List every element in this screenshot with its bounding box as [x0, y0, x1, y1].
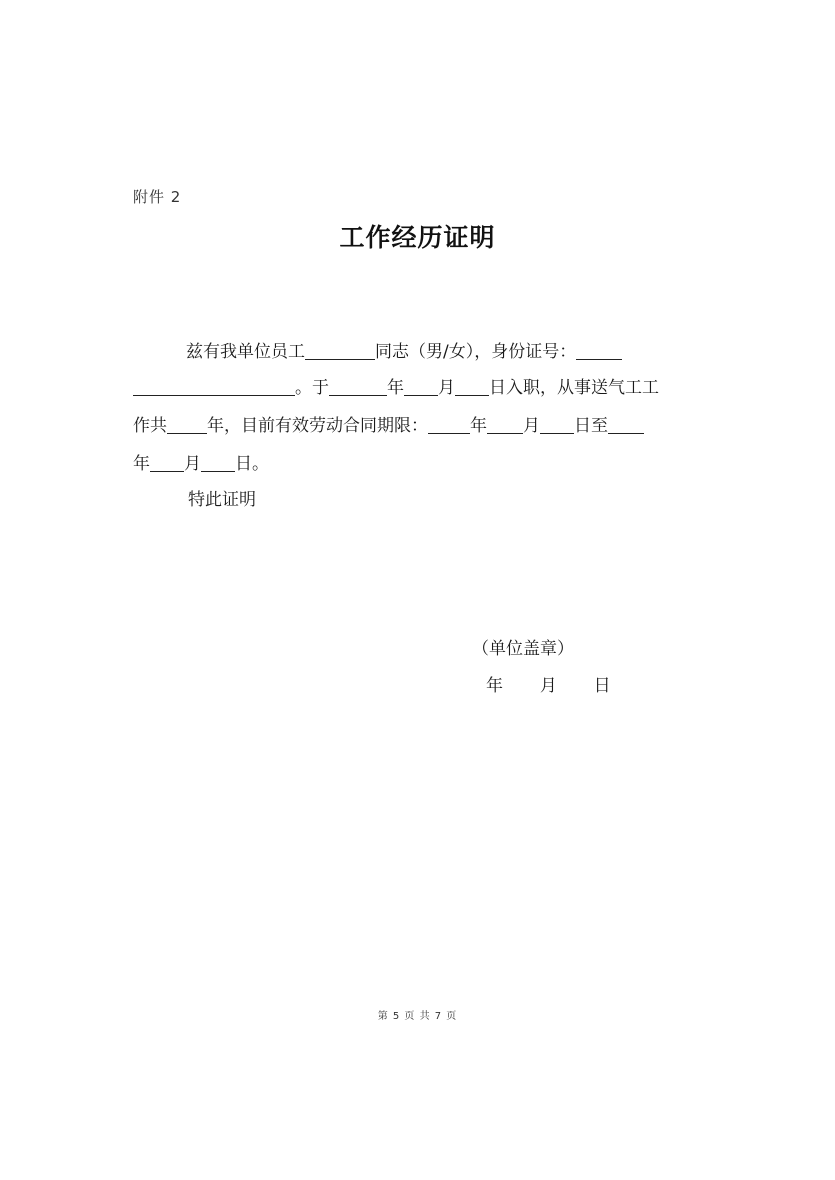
work-years-blank [167, 415, 207, 434]
id-number-blank-start [576, 341, 622, 360]
unit-seal-label: （单位盖章） [472, 639, 574, 659]
line2-text-4: 日入职，从事送气工工 [489, 378, 659, 398]
line3-text-5: 日至 [574, 416, 608, 436]
line1-text-1: 兹有我单位员工 [186, 342, 305, 362]
line1-text-2: 同志（男/女），身份证号： [375, 342, 577, 362]
contract-end-month-blank [150, 453, 184, 472]
line4-text-2: 月 [184, 454, 201, 474]
employee-name-blank [305, 341, 375, 360]
attachment-label: 附件 2 [133, 188, 182, 206]
line3-text-3: 年 [470, 416, 487, 436]
contract-start-month-blank [487, 415, 523, 434]
id-number-blank [133, 377, 295, 396]
line3-text-4: 月 [523, 416, 540, 436]
signature-date [486, 671, 611, 696]
hire-year-blank [329, 377, 387, 396]
contract-start-year-blank [428, 415, 470, 434]
line2-text-1: 。于 [295, 378, 329, 398]
line4-text-3: 日。 [235, 454, 269, 474]
body-line-1 [186, 337, 622, 362]
line4-text-1: 年 [133, 454, 150, 474]
line3-text-1: 作共 [133, 416, 167, 436]
hire-day-blank [455, 377, 489, 396]
date-year: 年 [486, 676, 503, 696]
body-line-4 [133, 449, 269, 474]
body-line-3 [133, 411, 644, 436]
document-title: 工作经历证明 [339, 223, 496, 252]
body-line-2 [133, 373, 659, 398]
certify-statement: 特此证明 [188, 490, 256, 510]
line3-text-2: 年，目前有效劳动合同期限： [207, 416, 428, 436]
hire-month-blank [404, 377, 438, 396]
contract-end-year-blank-start [608, 415, 644, 434]
line2-text-2: 年 [387, 378, 404, 398]
line2-text-3: 月 [438, 378, 455, 398]
page-number-footer: 第 5 页 共 7 页 [377, 1011, 458, 1022]
contract-end-day-blank [201, 453, 235, 472]
date-month: 月 [539, 676, 557, 696]
contract-start-day-blank [540, 415, 574, 434]
date-day: 日 [593, 676, 611, 696]
